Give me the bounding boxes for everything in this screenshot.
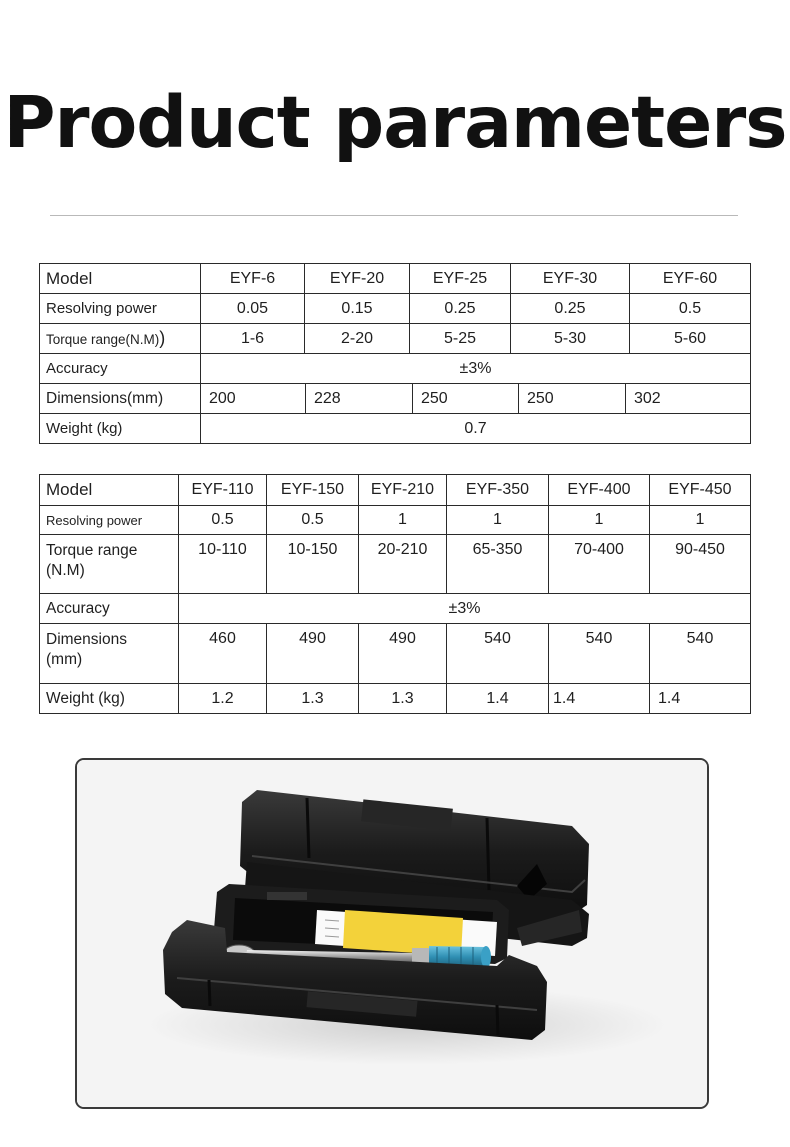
table-row xyxy=(40,264,751,294)
table-row xyxy=(40,535,751,594)
value-cell: 1 xyxy=(447,506,549,535)
value-cell: 1.4 xyxy=(650,684,751,714)
spec-table-1 xyxy=(39,263,751,384)
table-row xyxy=(40,594,751,624)
value-cell: 540 xyxy=(447,624,549,684)
row-label-weight: Weight (kg) xyxy=(40,414,201,444)
value-cell: 1 xyxy=(549,506,650,535)
torque-label-text: Torque range(N.M) xyxy=(46,332,160,347)
table-row xyxy=(40,414,751,444)
value-cell: 1 xyxy=(359,506,447,535)
value-cell: 250 xyxy=(519,384,626,414)
value-cell: 20-210 xyxy=(359,535,447,594)
value-cell: 490 xyxy=(359,624,447,684)
value-cell: 70-400 xyxy=(549,535,650,594)
value-cell: 1.4 xyxy=(447,684,549,714)
model-cell: EYF-30 xyxy=(511,264,630,294)
value-cell: 0.25 xyxy=(410,294,511,324)
value-cell: 5-60 xyxy=(630,324,751,354)
value-cell: 90-450 xyxy=(650,535,751,594)
table-row xyxy=(40,324,751,354)
model-cell: EYF-210 xyxy=(359,475,447,506)
value-cell: 460 xyxy=(179,624,267,684)
accuracy-value: ±3% xyxy=(201,354,751,384)
value-cell: 1 xyxy=(650,506,751,535)
table-row xyxy=(40,684,751,714)
model-cell: EYF-450 xyxy=(650,475,751,506)
row-label-dimensions: Dimensions (mm) xyxy=(40,624,179,684)
torque-label-paren: ) xyxy=(159,328,166,348)
value-cell: 10-150 xyxy=(267,535,359,594)
model-cell: EYF-25 xyxy=(410,264,511,294)
title-divider xyxy=(50,215,738,216)
value-cell: 0.5 xyxy=(179,506,267,535)
table-row xyxy=(40,506,751,535)
value-cell: 490 xyxy=(267,624,359,684)
row-label-weight: Weight (kg) xyxy=(40,684,179,714)
value-cell: 10-110 xyxy=(179,535,267,594)
value-cell: 0.05 xyxy=(201,294,305,324)
table-row xyxy=(40,384,751,414)
value-cell: 5-25 xyxy=(410,324,511,354)
table-row xyxy=(40,354,751,384)
value-cell: 0.25 xyxy=(511,294,630,324)
accuracy-value: ±3% xyxy=(179,594,751,624)
value-cell: 302 xyxy=(626,384,751,414)
page-title: Product parameters xyxy=(3,81,787,164)
value-cell: 1.3 xyxy=(359,684,447,714)
value-cell: 0.5 xyxy=(267,506,359,535)
row-label-model: Model xyxy=(40,475,179,506)
row-label-model: Model xyxy=(40,264,201,294)
value-cell: 5-30 xyxy=(511,324,630,354)
value-cell: 1-6 xyxy=(201,324,305,354)
value-cell: 1.4 xyxy=(549,684,650,714)
value-cell: 2-20 xyxy=(305,324,410,354)
model-cell: EYF-20 xyxy=(305,264,410,294)
model-cell: EYF-6 xyxy=(201,264,305,294)
value-cell: 1.2 xyxy=(179,684,267,714)
row-label-accuracy: Accuracy xyxy=(40,594,179,624)
table-row xyxy=(40,475,751,506)
row-label-accuracy: Accuracy xyxy=(40,354,201,384)
model-cell: EYF-110 xyxy=(179,475,267,506)
value-cell: 540 xyxy=(650,624,751,684)
spec-table-1-lower xyxy=(39,383,751,444)
model-cell: EYF-400 xyxy=(549,475,650,506)
value-cell: 0.15 xyxy=(305,294,410,324)
spec-table-2 xyxy=(39,474,751,714)
value-cell: 200 xyxy=(201,384,306,414)
model-cell: EYF-60 xyxy=(630,264,751,294)
value-cell: 0.5 xyxy=(630,294,751,324)
model-cell: EYF-150 xyxy=(267,475,359,506)
row-label-resolving: Resolving power xyxy=(40,294,201,324)
table-row xyxy=(40,294,751,324)
value-cell: 65-350 xyxy=(447,535,549,594)
row-label-torque xyxy=(40,324,201,354)
value-cell: 250 xyxy=(413,384,519,414)
torque-wrench-case-illustration xyxy=(77,760,707,1107)
value-cell: 540 xyxy=(549,624,650,684)
value-cell: 228 xyxy=(306,384,413,414)
product-photo xyxy=(75,758,709,1109)
row-label-resolving: Resolving power xyxy=(40,506,179,535)
row-label-dimensions: Dimensions(mm) xyxy=(40,384,201,414)
table-row xyxy=(40,624,751,684)
row-label-torque: Torque range (N.M) xyxy=(40,535,179,594)
value-cell: 1.3 xyxy=(267,684,359,714)
model-cell: EYF-350 xyxy=(447,475,549,506)
weight-value: 0.7 xyxy=(201,414,751,444)
